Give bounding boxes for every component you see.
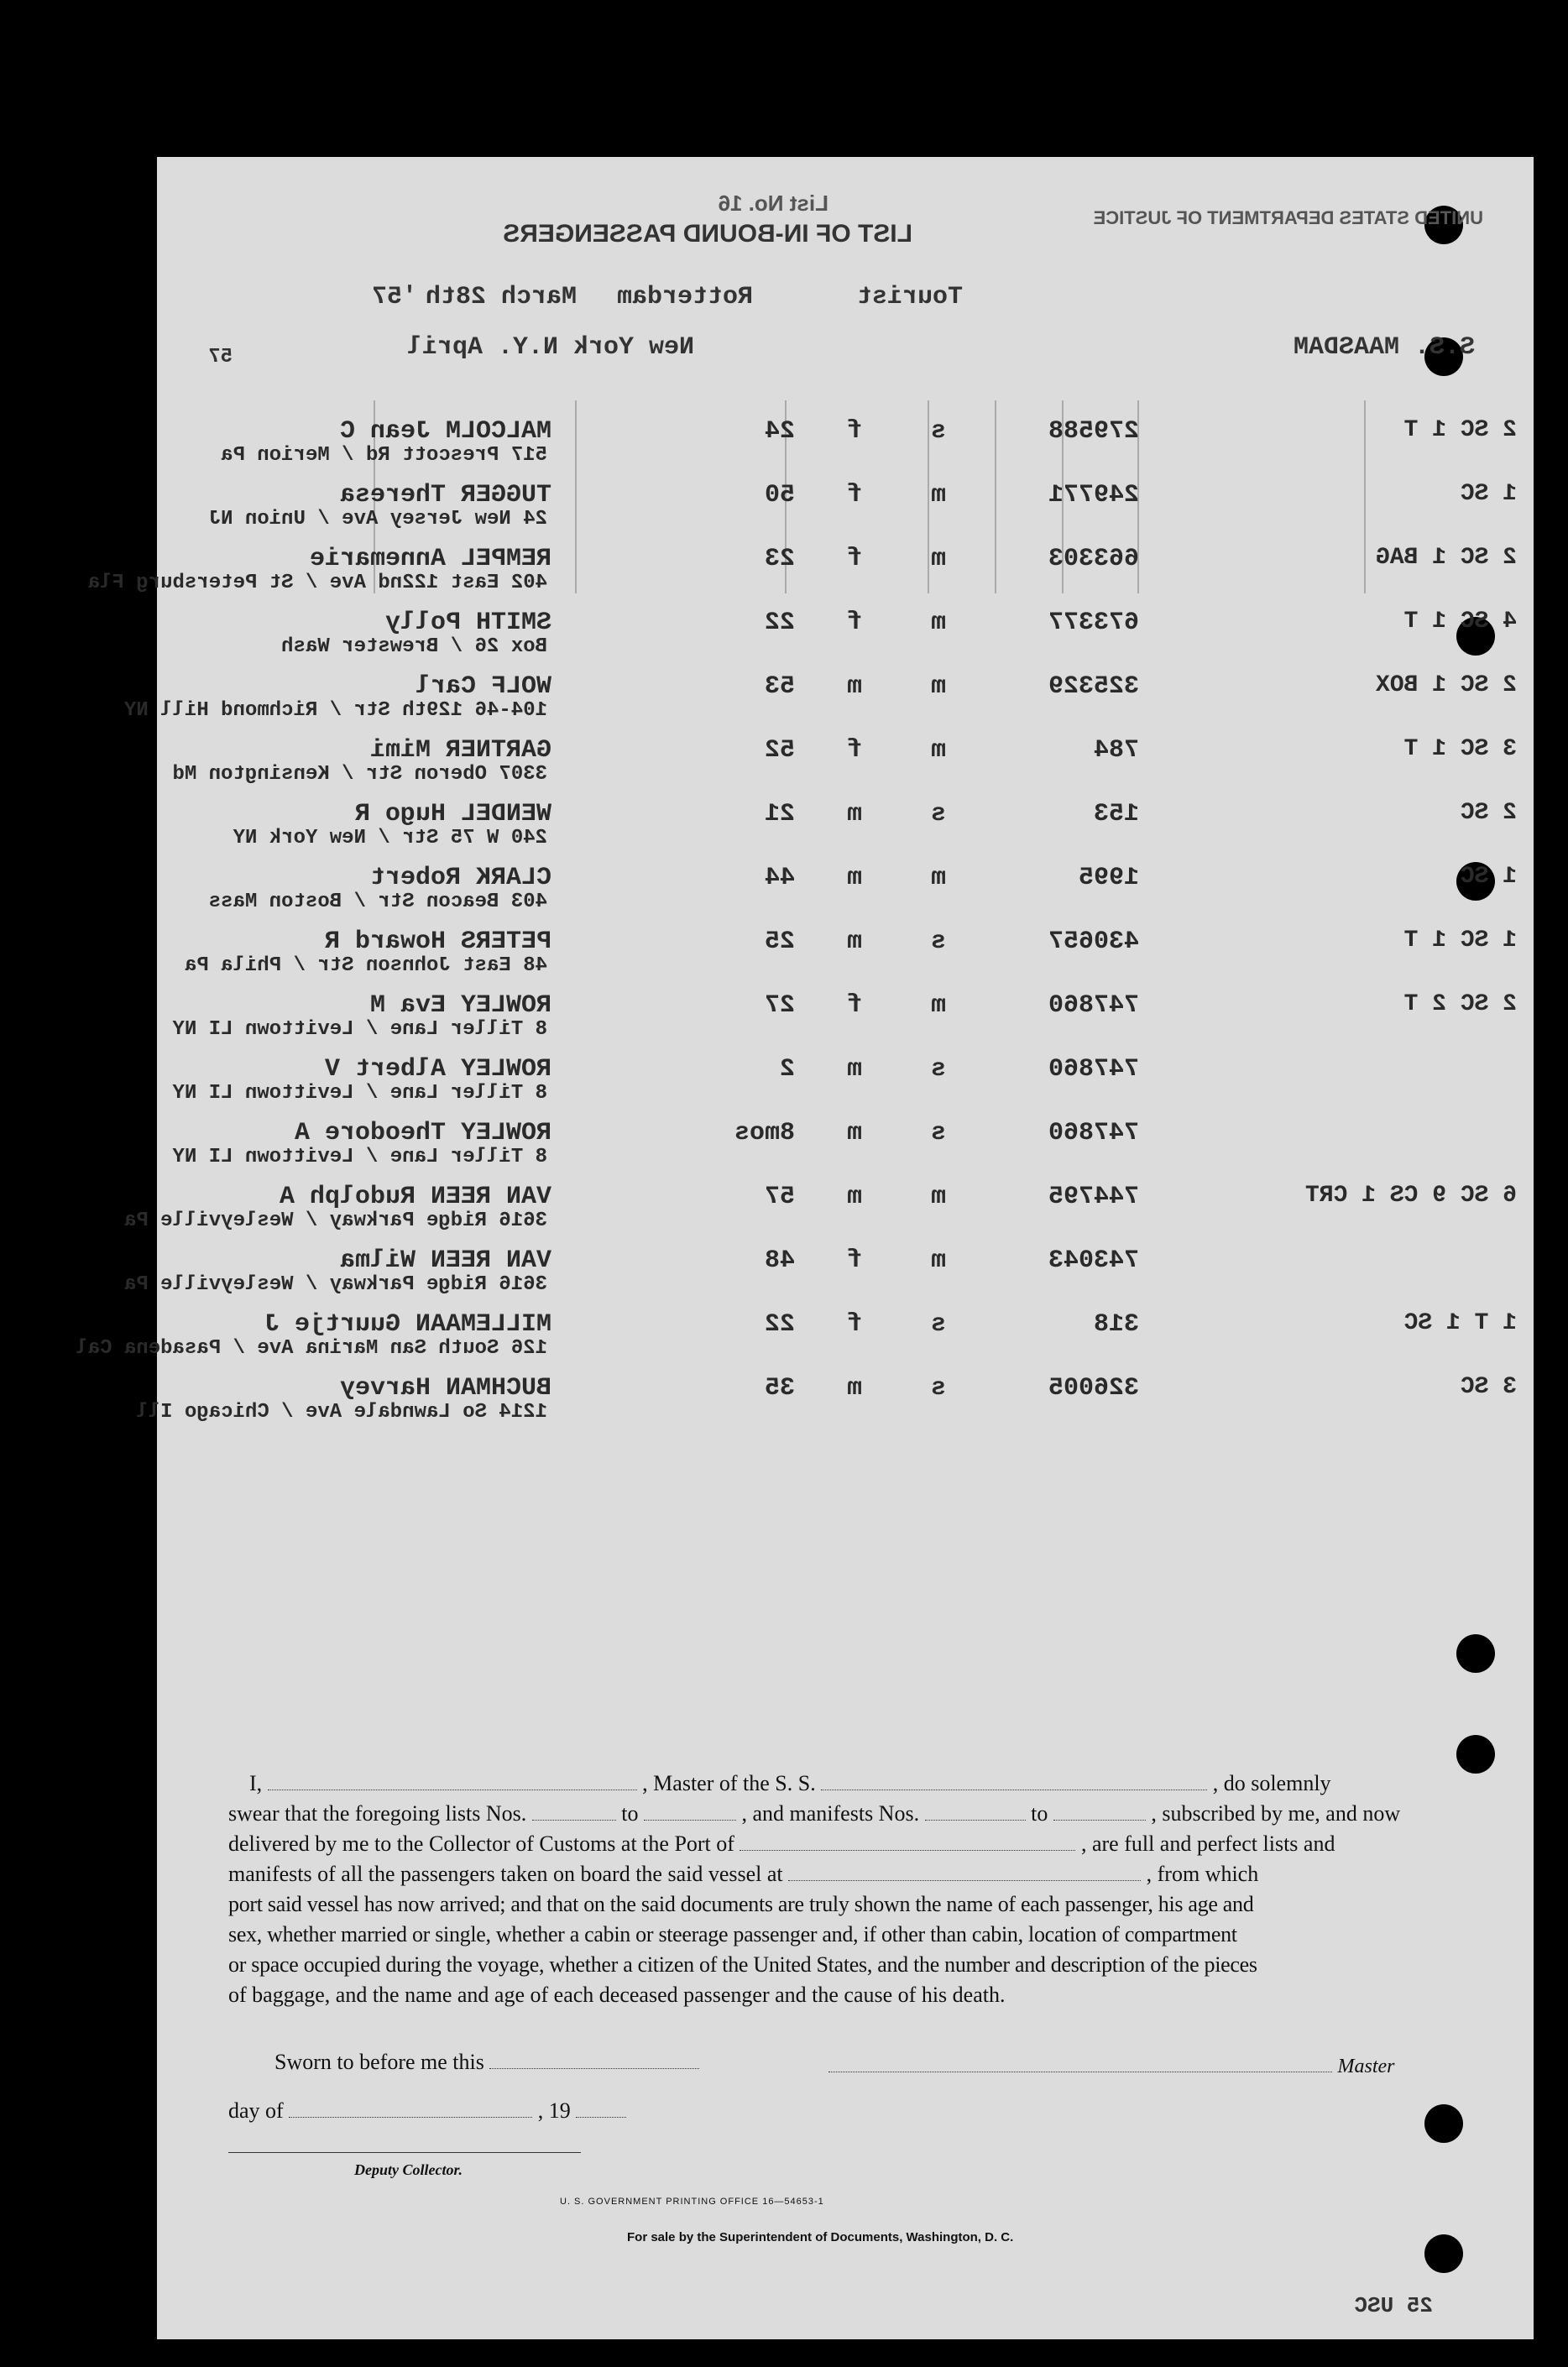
passenger-age: 2 [779,1055,795,1084]
passenger-address: 8 Tiller Lane / Levittown LI NY [172,1082,547,1105]
passenger-status: m [930,991,946,1020]
passenger-number: 279588 [1048,417,1139,446]
list-number: List No. 16 [718,191,828,216]
passenger-number: 784 [1093,736,1139,765]
passenger-name: ROWLEY Eva M [369,991,551,1020]
year-text: , 19 [537,2098,571,2123]
passenger-sex: f [846,1246,862,1275]
passenger-address: 240 W 75 Str / New York NY [233,827,547,849]
column-rule [575,400,577,593]
departure-date: March 28th [425,283,577,311]
passenger-address: 104-46 129th Str / Richmond Hill NY [123,699,547,722]
passenger-status: m [930,864,946,892]
list-title: LIST OF IN-BOUND PASSENGERS [503,220,912,248]
arrival-port: New York N.Y. April [406,333,694,362]
passenger-number: 663303 [1048,545,1139,573]
column-rule [995,400,996,593]
column-rule [928,400,929,593]
passenger-baggage: 3 SC [1460,1374,1517,1400]
passenger-address: 3616 Ridge Parkway / Wesleyville Pa [123,1210,547,1232]
passenger-sex: m [846,672,862,701]
passenger-address: 8 Tiller Lane / Levittown LI NY [172,1018,547,1041]
passenger-age: 48 [764,1246,795,1275]
class-label: Tourist [856,283,963,311]
oath-line-3 [228,1829,1335,1859]
passenger-age: 24 [764,417,795,446]
passenger-sex: m [846,1374,862,1403]
passenger-age: 21 [764,800,795,828]
passenger-number: 249771 [1048,481,1139,509]
passenger-number: 1995 [1078,864,1139,892]
passenger-number: 673377 [1048,609,1139,637]
passenger-age: 52 [764,736,795,765]
passenger-number: 747860 [1048,991,1139,1020]
passenger-status: m [930,609,946,637]
column-rule [1364,400,1366,593]
passenger-sex: m [846,1119,862,1147]
passenger-number: 153 [1093,800,1139,828]
oath-text: to [1031,1801,1048,1826]
passenger-sex: m [846,1183,862,1211]
oath-text: to [621,1801,639,1826]
passenger-number: 747860 [1048,1119,1139,1147]
passenger-status: s [930,417,946,446]
oath-text: , subscribed by me, and now [1151,1801,1401,1826]
passenger-name: CLARK Robert [369,864,551,892]
passenger-baggage: 1 SC 1 T [1403,927,1517,954]
passenger-sex: f [846,417,862,446]
passenger-address: 24 New Jersey Ave / Union NJ [208,508,547,530]
passenger-address: 403 Beacon Str / Boston Mass [208,891,547,913]
passenger-status: s [930,800,946,828]
passenger-status: m [930,545,946,573]
deputy-collector-label: Deputy Collector. [354,2161,463,2178]
passenger-address: 1214 So Lawndale Ave / Chicago Ill [136,1401,547,1424]
oath-text: , and manifests Nos. [741,1801,920,1826]
passenger-status: s [930,1374,946,1403]
passenger-name: BUCHMAN Harvey [339,1374,551,1403]
passenger-age: 22 [764,1310,795,1339]
oath-text: delivered by me to the Collector of Customs at the Port of [228,1831,734,1856]
oath-line-7: or space occupied during the voyage, whether a citizen of the United States, and the number and description of the pieces [228,1952,1257,1977]
arrival-year: 57 [208,346,233,368]
passenger-name: WOLF Carl [415,672,551,701]
embark-port-blank[interactable] [788,1880,1141,1881]
passenger-baggage: 1 SC [1460,481,1517,507]
oath-line-2 [228,1799,1400,1829]
passenger-age: 8mos [734,1119,795,1147]
passenger-age: 23 [764,545,795,573]
passenger-sex: f [846,609,862,637]
vessel-name: S.S. MAASDAM [1293,333,1475,362]
passenger-name: ROWLEY Theodore A [294,1119,551,1147]
passenger-address: 3616 Ridge Parkway / Wesleyville Pa [123,1273,547,1296]
oath-master-of: , Master of the S. S. [642,1771,816,1795]
sale-notice: For sale by the Superintendent of Documents, Washington, D. C. [627,2230,1014,2244]
passenger-age: 27 [764,991,795,1020]
oath-solemnly: , do solemnly [1212,1771,1331,1795]
passenger-sex: m [846,864,862,892]
bleed-through-manifest [76,157,1534,1567]
oath-text: swear that the foregoing lists Nos. [228,1801,527,1826]
passenger-baggage: 1 SC [1460,864,1517,890]
passenger-status: s [930,1119,946,1147]
passenger-sex: f [846,736,862,765]
passenger-name: REMPEL Annemarie [309,545,551,573]
passenger-number: 743043 [1048,1246,1139,1275]
port-blank[interactable] [740,1850,1075,1851]
passenger-status: s [930,927,946,956]
passenger-baggage: 6 SC 9 CS 1 CRT [1304,1183,1517,1209]
passenger-baggage: 2 SC 1 T [1403,417,1517,443]
passenger-age: 50 [764,481,795,509]
passenger-status: s [930,1310,946,1339]
passenger-age: 35 [764,1374,795,1403]
passenger-number: 318 [1093,1310,1139,1339]
footer-mark: 25 USC [1354,2293,1433,2318]
passenger-name: VAN REEN Wilma [339,1246,551,1275]
oath-i: I, [249,1771,263,1795]
oath-text: manifests of all the passengers taken on board the said vessel at [228,1862,783,1886]
passenger-status: m [930,736,946,765]
passenger-address: Box 26 / Brewster Wash [281,635,547,658]
form-agency: UNITED STATES DEPARTMENT OF JUSTICE [1093,207,1483,228]
passenger-baggage: 4 SC 1 T [1403,609,1517,635]
oath-text: , are full and perfect lists and [1080,1831,1335,1856]
gpo-imprint: U. S. GOVERNMENT PRINTING OFFICE 16—54653-1 [560,2197,824,2207]
passenger-sex: f [846,1310,862,1339]
passenger-address: 517 Prescott Rd / Merion Pa [221,444,547,467]
oath-text: , from which [1146,1862,1259,1886]
passenger-baggage: 2 SC 1 BOX [1375,672,1517,698]
passenger-name: WENDEL Hugo R [354,800,551,828]
passenger-baggage: 2 SC 1 BAG [1375,545,1517,571]
passenger-name: ROWLEY Albert V [324,1055,551,1084]
oath-line-5: port said vessel has now arrived; and that on the said documents are truly shown the name of each passenger, his age and [228,1892,1254,1916]
year-mark: '57 [371,283,417,311]
passenger-number: 326005 [1048,1374,1139,1403]
passenger-age: 25 [764,927,795,956]
passenger-sex: m [846,927,862,956]
list-to-blank[interactable] [644,1820,736,1821]
passenger-number: 744795 [1048,1183,1139,1211]
oath-line-4 [228,1859,1258,1889]
passenger-baggage: 1 T 1 SC [1403,1310,1517,1336]
manifest-to-blank[interactable] [1053,1820,1146,1821]
passenger-address: 48 East Johnson Str / Phila Pa [184,954,547,977]
manifest-sheet [76,157,1534,2339]
passenger-address: 402 East 122nd Ave / St Petersburg Fla [87,572,547,594]
passenger-status: m [930,481,946,509]
oath-line-1 [249,1769,1331,1799]
passenger-name: TUGGER Theresa [339,481,551,509]
list-from-blank[interactable] [532,1820,616,1821]
passenger-sex: m [846,1055,862,1084]
passenger-number: 325329 [1048,672,1139,701]
passenger-age: 44 [764,864,795,892]
passenger-sex: f [846,545,862,573]
passenger-number: 430657 [1048,927,1139,956]
bleed-footer [157,2004,1534,2339]
passenger-name: VAN REEN Rudolph A [279,1183,551,1211]
passenger-age: 57 [764,1183,795,1211]
oath-line-8: of baggage, and the name and age of each deceased passenger and the cause of his death. [228,1983,1006,2007]
passenger-address: 126 South San Marina Ave / Pasadena Cal [76,1337,547,1360]
passenger-name: SMITH Polly [384,609,551,637]
passenger-sex: m [846,800,862,828]
passenger-status: s [930,1055,946,1084]
passenger-address: 8 Tiller Lane / Levittown LI NY [172,1146,547,1168]
departure-port: Rotterdam [616,283,753,311]
day-of-text: day of [228,2098,284,2123]
passenger-sex: f [846,991,862,1020]
master-label: Master [1337,2056,1395,2077]
passenger-status: m [930,672,946,701]
passenger-baggage: 2 SC 2 T [1403,991,1517,1017]
passenger-address: 3307 Oberon Str / Kensington Md [172,763,547,786]
sworn-text: Sworn to before me this [274,2050,484,2074]
passenger-name: MILLEMAAN Guurtje J [264,1310,551,1339]
passenger-status: m [930,1183,946,1211]
passenger-age: 53 [764,672,795,701]
passenger-sex: f [846,481,862,509]
passenger-baggage: 3 SC 1 T [1403,736,1517,762]
passenger-number: 747860 [1048,1055,1139,1084]
punch-hole [1456,1634,1495,1673]
passenger-status: m [930,1246,946,1275]
passenger-age: 22 [764,609,795,637]
passenger-name: MALCOLM Jean C [339,417,551,446]
passenger-name: GARTNER Mimi [369,736,551,765]
oath-line-6: sex, whether married or single, whether a cabin or steerage passenger and, if other than cabin, location of compartment [228,1922,1237,1946]
passenger-name: PETERS Howard R [324,927,551,956]
passenger-baggage: 2 SC [1460,800,1517,826]
manifest-from-blank[interactable] [925,1820,1026,1821]
